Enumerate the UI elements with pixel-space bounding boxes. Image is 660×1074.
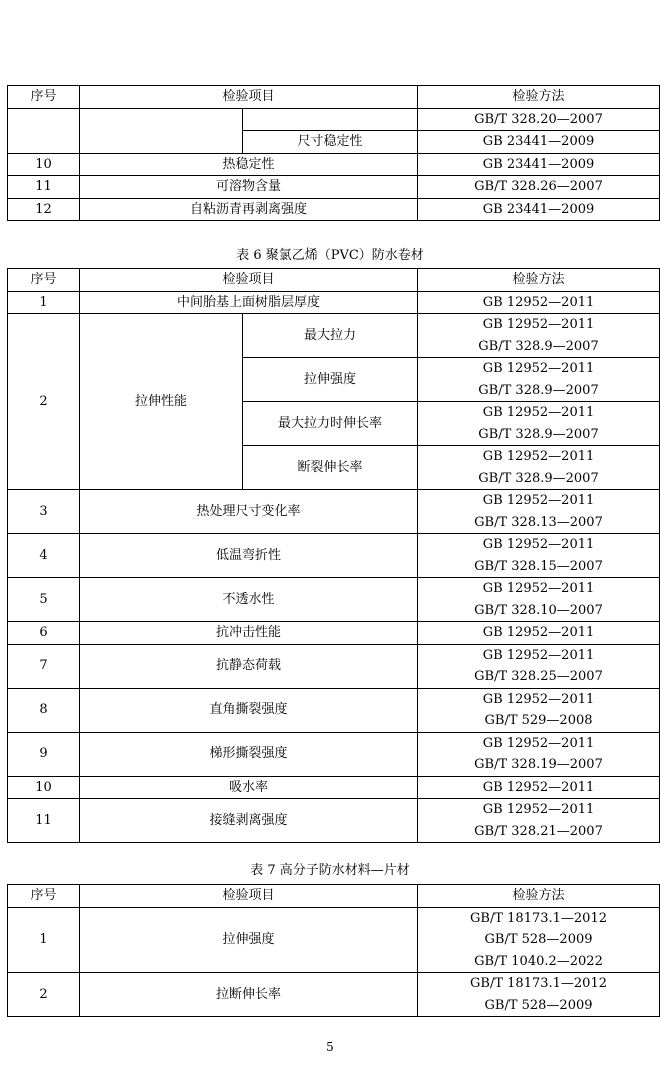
cell-item: 拉伸性能 <box>80 314 243 490</box>
table-row <box>8 622 660 645</box>
table-row <box>8 732 660 776</box>
cell-sub-item: 拉伸强度 <box>243 358 418 402</box>
table-row <box>8 534 660 578</box>
cell-sub-item: 断裂伸长率 <box>243 446 418 490</box>
table-row <box>8 776 660 799</box>
cell-method: GB 12952—2011 GB/T 529—2008 <box>418 688 660 732</box>
table-row <box>8 578 660 622</box>
cell-item: 抗冲击性能 <box>80 622 418 645</box>
table-row <box>8 907 660 973</box>
cell-item: 可溶物含量 <box>80 176 418 199</box>
cell-no-empty <box>8 108 80 153</box>
cell-method: GB 23441—2009 <box>418 153 660 176</box>
cell-item: 直角撕裂强度 <box>80 688 418 732</box>
cell-item: 吸水率 <box>80 776 418 799</box>
table-row <box>8 973 660 1017</box>
table-row <box>8 153 660 176</box>
cell-method: GB 12952—2011 GB/T 328.9—2007 <box>418 314 660 358</box>
cell-no: 2 <box>8 973 80 1017</box>
header-method: 检验方法 <box>418 269 660 292</box>
cell-no: 3 <box>8 490 80 534</box>
cell-method: GB 23441—2009 <box>418 198 660 221</box>
cell-method: GB 12952—2011 GB/T 328.9—2007 <box>418 446 660 490</box>
cell-no: 2 <box>8 314 80 490</box>
cell-method: GB 12952—2011 GB/T 328.9—2007 <box>418 402 660 446</box>
table6-caption: 表 6 聚氯乙烯（PVC）防水卷材 <box>236 248 424 263</box>
table-header-row <box>8 269 660 292</box>
cell-no: 9 <box>8 732 80 776</box>
cell-sub-empty <box>243 108 418 131</box>
page-number: 5 <box>326 1040 334 1054</box>
cell-method: GB/T 18173.1—2012 GB/T 528—2009 GB/T 1040.2—2022 <box>418 907 660 973</box>
header-item: 检验项目 <box>80 885 418 908</box>
cell-no: 10 <box>8 776 80 799</box>
cell-sub-item: 尺寸稳定性 <box>243 131 418 154</box>
header-no: 序号 <box>8 86 80 109</box>
table-row <box>8 291 660 314</box>
cell-no: 12 <box>8 198 80 221</box>
cell-item: 抗静态荷载 <box>80 644 418 688</box>
cell-method: GB/T 18173.1—2012 GB/T 528—2009 <box>418 973 660 1017</box>
cell-item: 拉断伸长率 <box>80 973 418 1017</box>
header-item: 检验项目 <box>80 86 418 109</box>
cell-method: GB/T 328.26—2007 <box>418 176 660 199</box>
cell-item: 自粘沥青再剥离强度 <box>80 198 418 221</box>
header-method: 检验方法 <box>418 86 660 109</box>
cell-method: GB 12952—2011 GB/T 328.19—2007 <box>418 732 660 776</box>
cell-method: GB 12952—2011 <box>418 291 660 314</box>
table-row <box>8 314 660 358</box>
cell-method: GB 12952—2011 <box>418 776 660 799</box>
cell-item: 梯形撕裂强度 <box>80 732 418 776</box>
cell-sub-item: 最大拉力时伸长率 <box>243 402 418 446</box>
table-row <box>8 799 660 843</box>
table-row <box>8 198 660 221</box>
header-item: 检验项目 <box>80 269 418 292</box>
table-row <box>8 490 660 534</box>
header-method: 检验方法 <box>418 885 660 908</box>
cell-item: 中间胎基上面树脂层厚度 <box>80 291 418 314</box>
cell-no: 10 <box>8 153 80 176</box>
cell-method: GB 12952—2011 GB/T 328.10—2007 <box>418 578 660 622</box>
table-header-row <box>8 885 660 908</box>
cell-no: 5 <box>8 578 80 622</box>
table-row <box>8 176 660 199</box>
cell-item: 不透水性 <box>80 578 418 622</box>
cell-sub-item: 最大拉力 <box>243 314 418 358</box>
cell-no: 4 <box>8 534 80 578</box>
table-row <box>8 688 660 732</box>
table-header-row <box>8 86 660 109</box>
cell-method: GB 12952—2011 GB/T 328.21—2007 <box>418 799 660 843</box>
table-continued <box>7 85 660 221</box>
table6 <box>7 268 660 843</box>
cell-item: 接缝剥离强度 <box>80 799 418 843</box>
table7 <box>7 884 660 1017</box>
cell-no: 1 <box>8 291 80 314</box>
cell-method: GB 12952—2011 <box>418 622 660 645</box>
cell-method: GB/T 328.20—2007 <box>418 108 660 131</box>
cell-no: 8 <box>8 688 80 732</box>
cell-no: 11 <box>8 176 80 199</box>
cell-no: 6 <box>8 622 80 645</box>
cell-item-empty <box>80 108 243 153</box>
cell-method: GB 12952—2011 GB/T 328.9—2007 <box>418 358 660 402</box>
header-no: 序号 <box>8 885 80 908</box>
table7-caption: 表 7 高分子防水材料—片材 <box>250 863 410 878</box>
cell-method: GB 12952—2011 GB/T 328.25—2007 <box>418 644 660 688</box>
cell-item: 拉伸强度 <box>80 907 418 973</box>
cell-item: 低温弯折性 <box>80 534 418 578</box>
header-no: 序号 <box>8 269 80 292</box>
cell-no: 1 <box>8 907 80 973</box>
cell-method: GB 23441—2009 <box>418 131 660 154</box>
cell-no: 7 <box>8 644 80 688</box>
cell-no: 11 <box>8 799 80 843</box>
table-row <box>8 108 660 131</box>
cell-method: GB 12952—2011 GB/T 328.13—2007 <box>418 490 660 534</box>
cell-method: GB 12952—2011 GB/T 328.15—2007 <box>418 534 660 578</box>
cell-item: 热处理尺寸变化率 <box>80 490 418 534</box>
cell-item: 热稳定性 <box>80 153 418 176</box>
table-row <box>8 644 660 688</box>
